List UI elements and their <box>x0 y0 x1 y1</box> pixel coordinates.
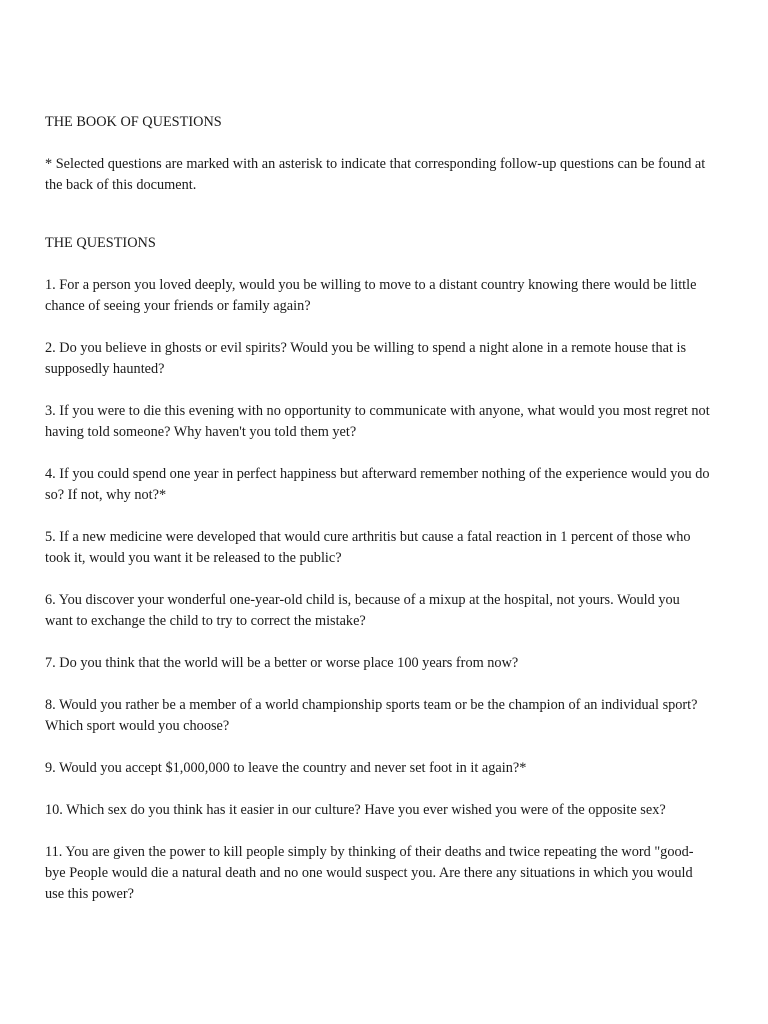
document-title: THE BOOK OF QUESTIONS <box>45 114 222 130</box>
question-6: 6. You discover your wonderful one-year-old child is, because of a mixup at the hospital, not yours. Would you want to exchange the child to try to correct the mistake? <box>45 592 680 629</box>
document-page <box>45 112 710 926</box>
question-9: 9. Would you accept $1,000,000 to leave the country and never set foot in it again?* <box>45 760 527 776</box>
question-7: 7. Do you think that the world will be a better or worse place 100 years from now? <box>45 655 519 671</box>
question-2: 2. Do you believe in ghosts or evil spirits? Would you be willing to spend a night alone in a remote house that is supposedly haunted? <box>45 340 687 377</box>
question-4: 4. If you could spend one year in perfect happiness but afterward remember nothing of the experience would you do so? If not, why not?* <box>45 466 710 503</box>
question-11: 11. You are given the power to kill people simply by thinking of their deaths and twice repeating the word "good-bye People would die a natural death and no one would suspect you. Are there any situations in which you would use this power? <box>45 844 694 902</box>
question-1: 1. For a person you loved deeply, would you be willing to move to a distant country knowing there would be little chance of seeing your friends or family again? <box>45 277 697 314</box>
question-5: 5. If a new medicine were developed that would cure arthritis but cause a fatal reaction in 1 percent of those who took it, would you want it be released to the public? <box>45 529 691 566</box>
question-3: 3. If you were to die this evening with no opportunity to communicate with anyone, what would you most regret not having told someone? Why haven't you told them yet? <box>45 403 710 440</box>
section-heading: THE QUESTIONS <box>45 235 156 251</box>
question-8: 8. Would you rather be a member of a world championship sports team or be the champion of an individual sport? Which sport would you choose? <box>45 697 698 734</box>
question-10: 10. Which sex do you think has it easier in our culture? Have you ever wished you were of the opposite sex? <box>45 802 666 818</box>
asterisk-note: * Selected questions are marked with an asterisk to indicate that corresponding follow-up questions can be found at the back of this document. <box>45 156 706 193</box>
